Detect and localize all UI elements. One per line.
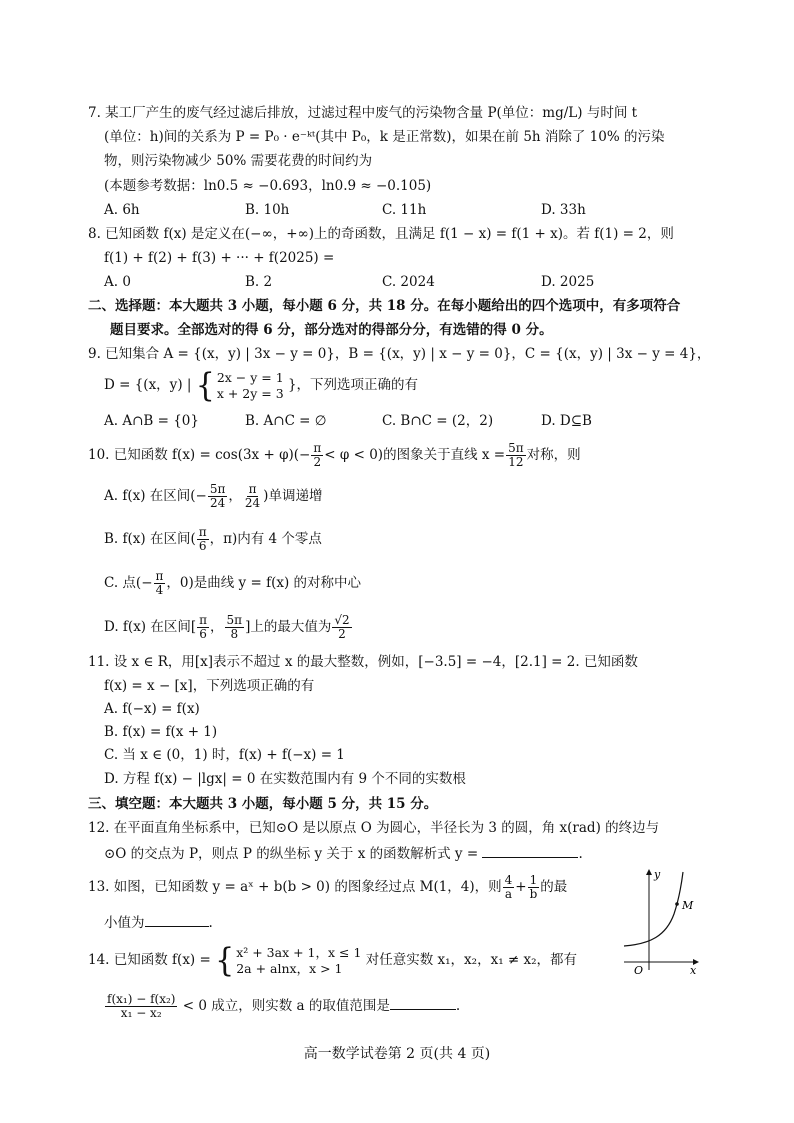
- denominator: a: [504, 887, 513, 901]
- fraction: [528, 874, 540, 901]
- y-axis-label: y: [654, 868, 661, 881]
- denominator: 12: [508, 455, 524, 469]
- denominator: 8: [230, 627, 239, 641]
- section2-header-line1: 二、选择题：本大题共 3 小题，每小题 6 分，共 18 分。在每小题给出的四个选项中，有多项符合: [88, 298, 681, 314]
- denominator: 2: [313, 455, 322, 469]
- fraction: [105, 993, 177, 1020]
- q9-option-d: D. D⊆B: [541, 413, 592, 429]
- q11-line2: f(x) = x − [x]，下列选项正确的有: [104, 678, 315, 694]
- numerator: √2: [334, 613, 350, 627]
- q9-option-a: A. A∩B = {0}: [104, 413, 199, 429]
- q11-option-a: A. f(−x) = f(x): [104, 701, 200, 717]
- q11-line1: 11. 设 x ∈ R，用[x]表示不超过 x 的最大整数，例如，[−3.5] = −4，[2.1] = 2. 已知函数: [88, 654, 638, 670]
- page-footer: 高一数学试卷第 2 页(共 4 页): [303, 1046, 491, 1062]
- q10-option-b-text-2: ，π)内有 4 个零点: [209, 531, 322, 547]
- q8-line1: 8. 已知函数 f(x) 是定义在(−∞，+∞)上的奇函数，且满足 f(1 − x) = f(1 + x)。若 f(1) = 2，则: [88, 226, 674, 242]
- point-m-label: M: [682, 899, 694, 912]
- q14-line1-text: 14. 已知函数 f(x) =: [88, 952, 211, 968]
- q7-option-a: A. 6h: [104, 202, 140, 218]
- q14-line2: [104, 988, 460, 1024]
- denominator: 24: [209, 496, 226, 510]
- q10-stem: [88, 438, 581, 472]
- numerator: 5π: [226, 613, 243, 627]
- q12-line2: [104, 843, 583, 863]
- plus-sign: +: [515, 879, 527, 895]
- q9-set-d-prefix: D = {(x，y) |: [104, 377, 192, 393]
- q7-option-d: D. 33h: [541, 202, 586, 218]
- q10-stem-text-2: < φ < 0)的图象关于直线 x =: [324, 447, 506, 463]
- fraction: [208, 483, 228, 510]
- q12-line2-end: .: [578, 846, 583, 862]
- numerator: 5π: [508, 441, 524, 455]
- section3-header: 三、填空题：本大题共 3 小题，每小题 5 分，共 15 分。: [88, 796, 438, 812]
- q8-option-c: C. 2024: [382, 274, 435, 290]
- denominator: x₁ − x₂: [120, 1006, 162, 1020]
- numerator: π: [313, 441, 322, 455]
- q10-option-b-text-1: B. f(x) 在区间(: [104, 531, 196, 547]
- q13-line2-text: 小值为: [104, 915, 145, 931]
- fraction: [311, 442, 323, 469]
- section2-header-line2: 题目要求。全部选对的得 6 分，部分选对的得部分分，有选错的得 0 分。: [110, 322, 553, 338]
- q10-option-d: D. f(x) 在区间[ $\frac{\pi}{6}$ ， $\frac{5\pi}{8}$ ]上的最大值为 $\frac{√2}{2}$: [104, 613, 350, 641]
- q14-line1: [88, 940, 577, 980]
- q7-line2: (单位：h)间的关系为 P = P₀ · e⁻ᵏᵗ(其中 P₀，k 是正常数)，如果在前 5h 消除了 10% 的污染: [104, 129, 665, 145]
- q9-line1: 9. 已知集合 A = {(x，y) | 3x − y = 0}，B = {(x，y) | x − y = 0}，C = {(x，y) | 3x − y = 4}，: [88, 346, 711, 362]
- denominator: b: [529, 887, 538, 901]
- x-axis-label: x: [690, 964, 697, 976]
- curve: [624, 872, 683, 946]
- q10-option-d-text-1: D. f(x) 在区间[: [104, 619, 197, 635]
- numerator: 4: [504, 873, 513, 887]
- q9-set-d-suffix: }，下列选项正确的有: [287, 377, 419, 393]
- q12-line1: 12. 在平面直角坐标系中，已知⊙O 是以原点 O 为圆心，半径长为 3 的圆，角 x(rad) 的终边与: [88, 820, 660, 836]
- point-m: [675, 902, 679, 906]
- numerator: 1: [529, 873, 538, 887]
- q10-option-d-text-2: ]上的最大值为: [245, 619, 332, 635]
- q8-option-a: A. 0: [104, 274, 131, 290]
- q14-answer-blank[interactable]: [390, 995, 456, 1010]
- q10-option-a-text-1: A. f(x) 在区间(−: [104, 488, 207, 504]
- numerator: π: [155, 569, 164, 583]
- q13-line1-end: 的最: [540, 879, 568, 895]
- fraction: [154, 570, 166, 597]
- q13-line1: [88, 870, 567, 904]
- q14-line2-text: < 0 成立，则实数 a 的取值范围是: [182, 998, 390, 1014]
- q7-option-b: B. 10h: [245, 202, 290, 218]
- q14-case-1: x² + 3ax + 1，x ≤ 1: [236, 944, 362, 960]
- numerator: 5π: [209, 482, 226, 496]
- q10-option-c-text-2: ，0)是曲线 y = f(x) 的对称中心: [166, 575, 362, 591]
- q11-option-d: D. 方程 f(x) − |lgx| = 0 在实数范围内有 9 个不同的实数根: [104, 771, 466, 787]
- q12-answer-blank[interactable]: [482, 843, 578, 858]
- q10-option-c-text-1: C. 点(−: [104, 575, 153, 591]
- fraction: [225, 614, 245, 641]
- q10-option-c: [104, 566, 361, 600]
- q9-equation-2: x + 2y = 3: [216, 385, 284, 401]
- q7-option-c: C. 11h: [382, 202, 427, 218]
- q14-line1-end: 对任意实数 x₁，x₂，x₁ ≠ x₂，都有: [365, 952, 578, 968]
- denominator: 24: [244, 496, 261, 510]
- fraction: [332, 614, 351, 641]
- denominator: 2: [338, 627, 346, 641]
- q14-piecewise: [215, 940, 362, 980]
- q10-option-a-text-2: )单调递增: [263, 488, 323, 504]
- q7-line1: 7. 某工厂产生的废气经过滤后排放，过滤过程中废气的污染物含量 P(单位：mg/L) 与时间 t: [88, 105, 638, 121]
- q14-line2-end: .: [455, 998, 461, 1014]
- q13-graph: [620, 864, 710, 976]
- origin-label: O: [634, 964, 644, 976]
- denominator: 6: [199, 627, 207, 641]
- q7-line4: (本题参考数据：ln0.5 ≈ −0.693，ln0.9 ≈ −0.105): [104, 178, 432, 194]
- q14-case-2: 2a + alnx，x > 1: [236, 960, 343, 976]
- numerator: π: [199, 613, 208, 627]
- numerator: π: [198, 525, 207, 539]
- q13-line1-text: 13. 如图，已知函数 y = aˣ + b(b > 0) 的图象经过点 M(1，4)，则: [88, 879, 502, 895]
- q10-option-a: A. f(x) 在区间(− $\frac{5\pi}{24}$ ， $\frac{\pi}{24}$ )单调递增: [104, 482, 323, 510]
- q13-line2-end: .: [208, 915, 213, 931]
- q7-line3: 物，则污染物减少 50% 需要花费的时间约为: [104, 153, 373, 169]
- left-brace-icon: {: [195, 365, 215, 405]
- fraction: [503, 874, 515, 901]
- left-brace-icon: {: [215, 940, 235, 980]
- q13-answer-blank[interactable]: [145, 912, 209, 927]
- denominator: 4: [155, 583, 164, 597]
- q8-option-b: B. 2: [245, 274, 273, 290]
- q10-stem-text-1: 10. 已知函数 f(x) = cos(3x + φ)(−: [88, 447, 311, 463]
- q9-equation-1: 2x − y = 1: [216, 369, 284, 385]
- q10-stem-text-3: 对称，则: [526, 447, 581, 463]
- q13-line2: [104, 912, 213, 932]
- q12-line2-text: ⊙O 的交点为 P，则点 P 的纵坐标 y 关于 x 的函数解析式 y =: [104, 846, 479, 862]
- numerator: π: [248, 482, 257, 496]
- q11-option-c: C. 当 x ∈ (0，1) 时，f(x) + f(−x) = 1: [104, 747, 345, 763]
- fraction: [197, 614, 209, 641]
- q9-equation-system: [195, 365, 284, 405]
- q11-option-b: B. f(x) = f(x + 1): [104, 724, 218, 740]
- denominator: 6: [198, 539, 207, 553]
- q9-set-d: [104, 367, 418, 403]
- q8-option-d: D. 2025: [541, 274, 595, 290]
- q8-line2: f(1) + f(2) + f(3) + ··· + f(2025) =: [104, 250, 335, 266]
- q9-option-c: C. B∩C = (2，2): [382, 413, 494, 429]
- q9-option-b: B. A∩C = ∅: [245, 413, 327, 429]
- fraction: [506, 442, 526, 469]
- fraction: [243, 483, 262, 510]
- q10-option-b: [104, 522, 322, 556]
- numerator: f(x₁) − f(x₂): [107, 992, 176, 1006]
- fraction: [197, 526, 209, 553]
